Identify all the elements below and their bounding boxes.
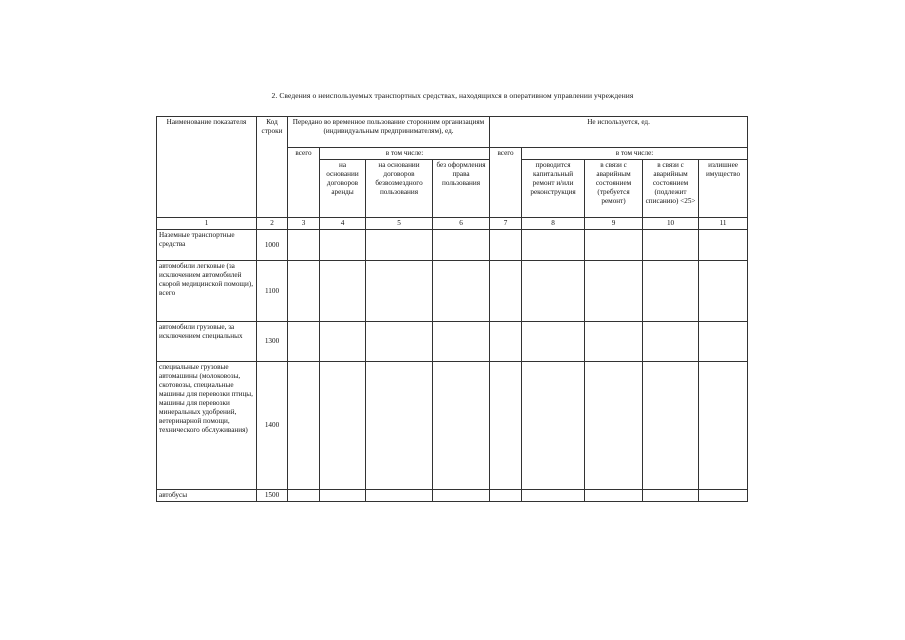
row-code: 1400 [257,362,288,490]
cell[interactable] [320,490,366,502]
col-num: 2 [257,218,288,230]
cell[interactable] [522,490,585,502]
header-free-use: на основании договоров безвозмездного пользования [366,160,433,218]
row-code: 1300 [257,322,288,362]
cell[interactable] [522,261,585,322]
row-name: автомобили легковые (за исключением автомобилей скорой медицинской помощи), всего [157,261,257,322]
col-num: 11 [699,218,748,230]
col-num: 8 [522,218,585,230]
header-total-transferred: всего [288,148,320,218]
col-num: 9 [585,218,643,230]
cell[interactable] [288,490,320,502]
header-code: Код строки [257,117,288,218]
cell[interactable] [366,322,433,362]
row-code: 1000 [257,230,288,261]
table-row [157,362,748,490]
row-name: автобусы [157,490,257,502]
cell[interactable] [288,261,320,322]
col-num: 4 [320,218,366,230]
table-row [157,322,748,362]
cell[interactable] [320,230,366,261]
cell[interactable] [643,322,699,362]
col-num: 5 [366,218,433,230]
header-incl-not-used: в том числе: [522,148,748,160]
cell[interactable] [490,362,522,490]
cell[interactable] [320,261,366,322]
row-code: 1100 [257,261,288,322]
cell[interactable] [288,362,320,490]
transport-table [156,116,748,502]
header-lease: на основании договоров аренды [320,160,366,218]
table-row [157,490,748,502]
header-emergency-writeoff: в связи с аварийным состоянием (подлежит списанию) <25> [643,160,699,218]
cell[interactable] [522,322,585,362]
row-name: специальные грузовые автомашины (молоковозы, скотовозы, специальные машины для перевозки птицы, машины для перевозки минеральных удобрений, ветеринарной помощи, технического обслуживания) [157,362,257,490]
col-num: 6 [433,218,490,230]
section-title: 2. Сведения о неиспользуемых транспортных средствах, находящихся в оперативном управлении учреждения [271,91,634,100]
cell[interactable] [585,490,643,502]
table-row [157,261,748,322]
header-incl-transferred: в том числе: [320,148,490,160]
cell[interactable] [366,362,433,490]
table-row [157,230,748,261]
cell[interactable] [585,230,643,261]
header-surplus: излишнее имущество [699,160,748,218]
header-repair: проводится капитальный ремонт и/или реконструкция [522,160,585,218]
cell[interactable] [643,230,699,261]
row-code: 1500 [257,490,288,502]
header-no-right: без оформления права пользования [433,160,490,218]
row-name: автомобили грузовые, за исключением специальных [157,322,257,362]
cell[interactable] [643,362,699,490]
col-num: 1 [157,218,257,230]
cell[interactable] [433,261,490,322]
cell[interactable] [585,322,643,362]
cell[interactable] [490,322,522,362]
header-row-1 [157,117,748,148]
row-name: Наземные транспортные средства [157,230,257,261]
cell[interactable] [366,490,433,502]
cell[interactable] [366,261,433,322]
cell[interactable] [699,490,748,502]
cell[interactable] [433,322,490,362]
cell[interactable] [699,362,748,490]
cell[interactable] [433,362,490,490]
cell[interactable] [433,490,490,502]
cell[interactable] [699,261,748,322]
header-transferred: Передано во временное пользование сторонним организациям (индивидуальным предпринимателям), ед. [288,117,490,148]
cell[interactable] [643,261,699,322]
cell[interactable] [433,230,490,261]
cell[interactable] [699,322,748,362]
cell[interactable] [585,362,643,490]
cell[interactable] [522,230,585,261]
header-total-not-used: всего [490,148,522,218]
cell[interactable] [320,322,366,362]
col-num: 7 [490,218,522,230]
cell[interactable] [288,230,320,261]
cell[interactable] [585,261,643,322]
col-num: 3 [288,218,320,230]
cell[interactable] [643,490,699,502]
cell[interactable] [490,261,522,322]
header-emergency-repair: в связи с аварийным состоянием (требуется ремонт) [585,160,643,218]
col-num: 10 [643,218,699,230]
cell[interactable] [522,362,585,490]
header-name: Наименование показателя [157,117,257,218]
cell[interactable] [490,230,522,261]
header-not-used: Не используется, ед. [490,117,748,148]
column-number-row [157,218,748,230]
cell[interactable] [699,230,748,261]
cell[interactable] [366,230,433,261]
cell[interactable] [288,322,320,362]
cell[interactable] [320,362,366,490]
cell[interactable] [490,490,522,502]
